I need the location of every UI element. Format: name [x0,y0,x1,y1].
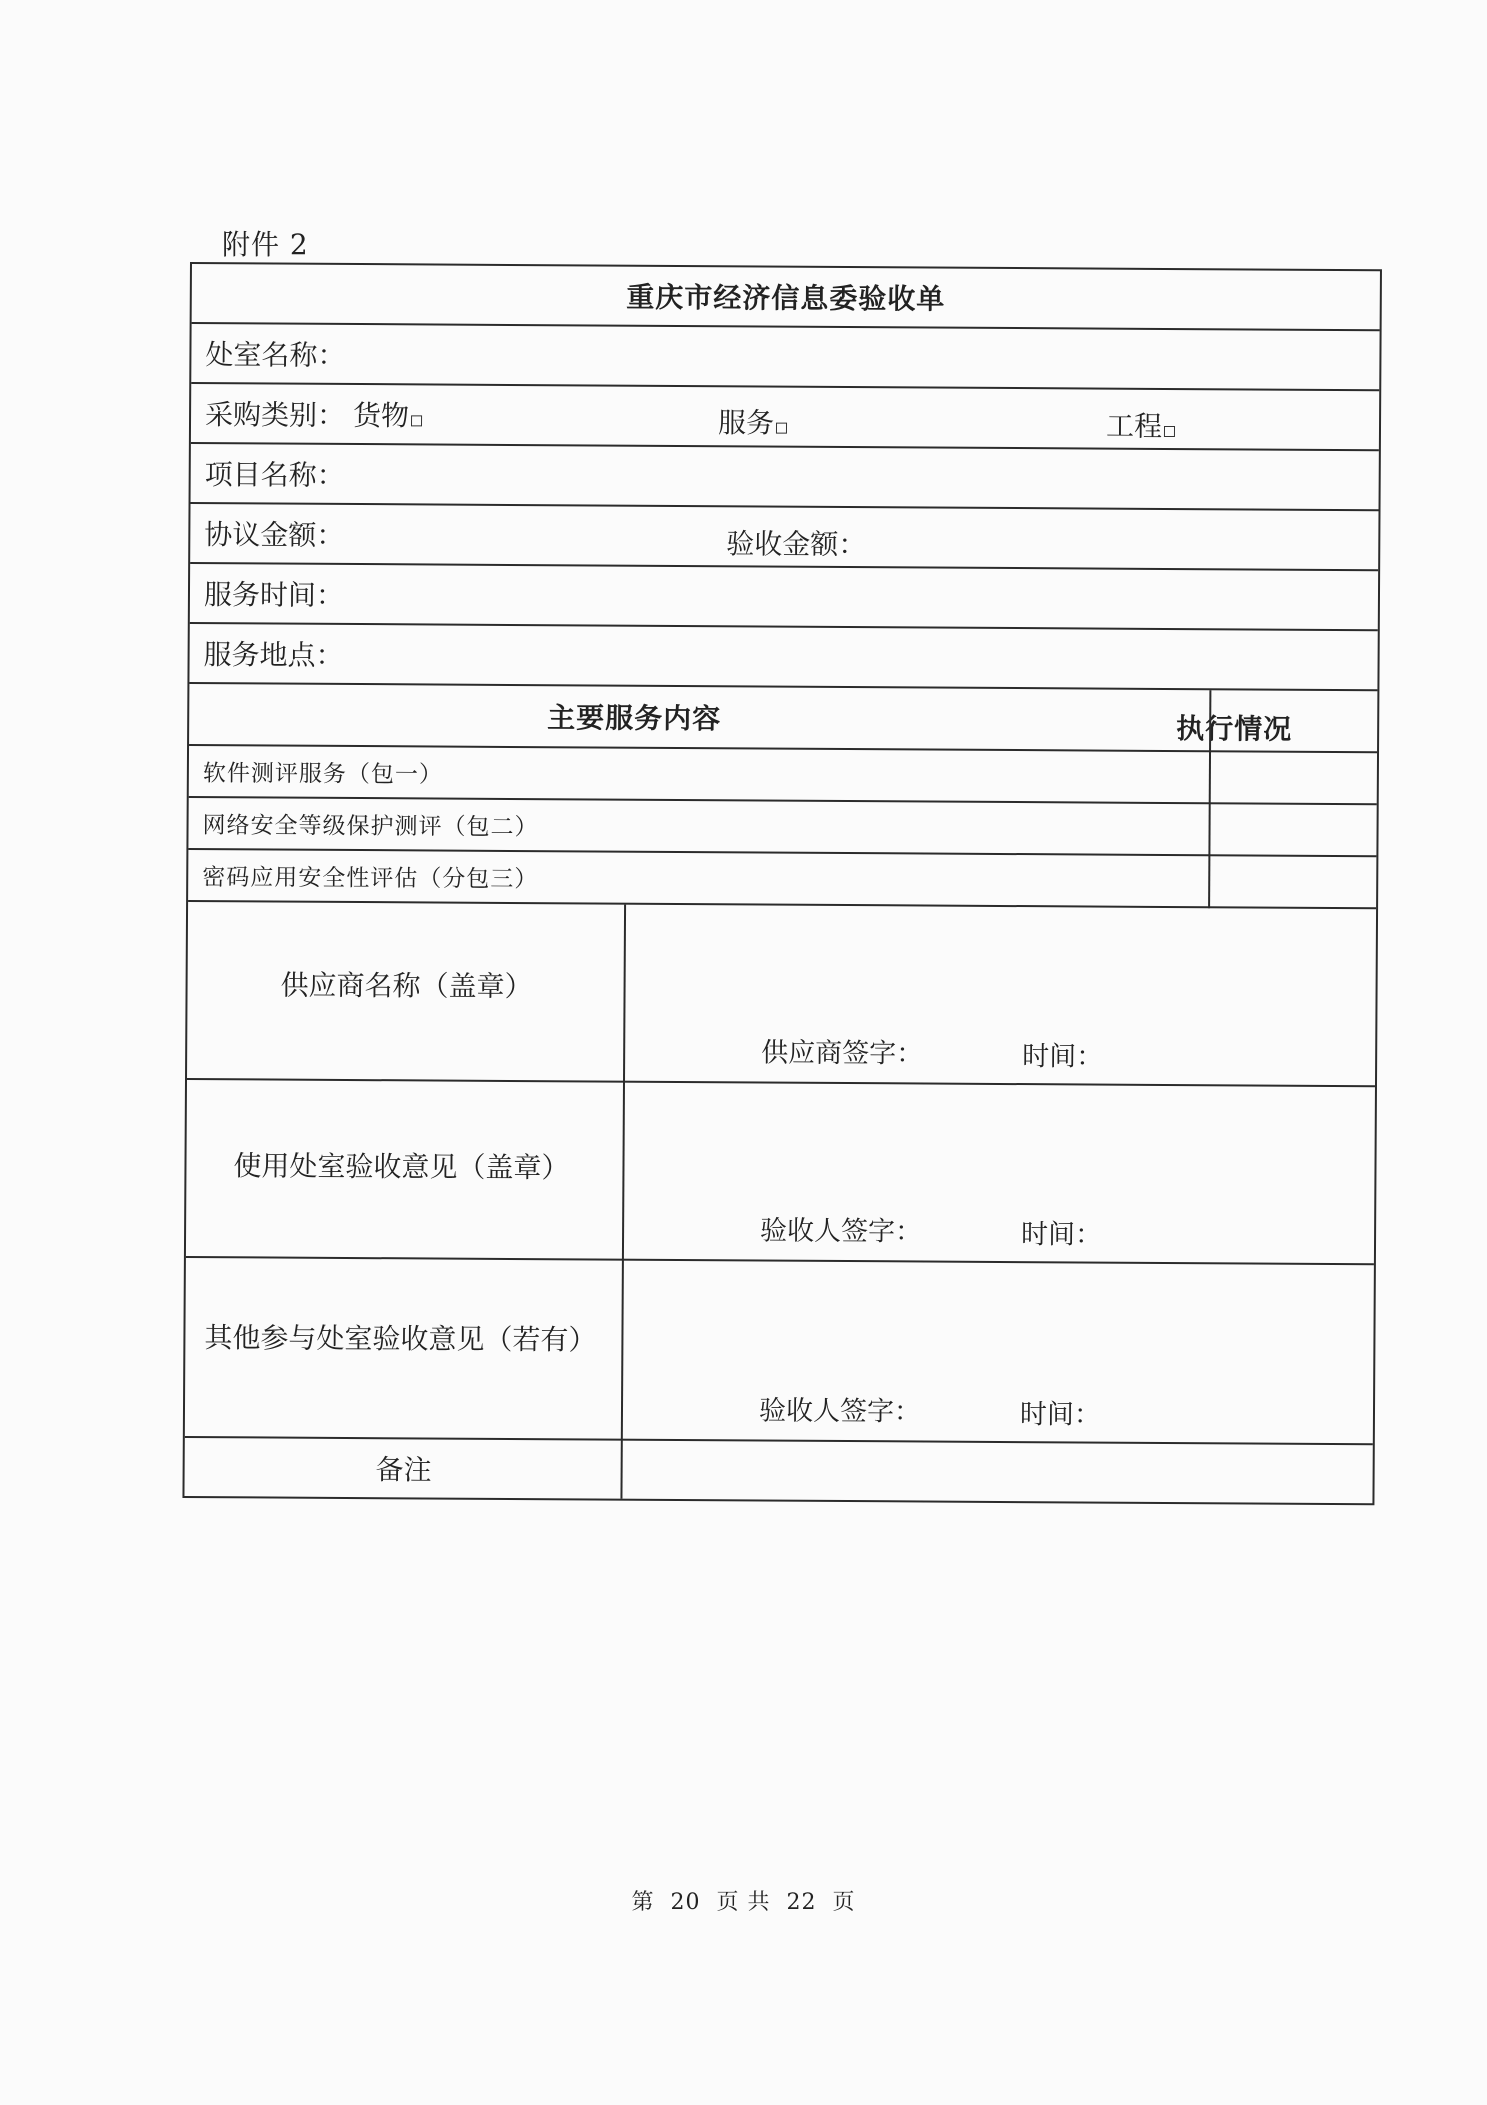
footer-prefix: 第 [631,1890,655,1915]
supplier-time-label: 时间： [1022,1041,1104,1073]
option-engineering[interactable] [1106,404,1175,444]
acceptance-form [182,262,1382,1505]
remarks-row [184,1438,1372,1503]
other-dept-sign-label: 验收人签字： [758,1395,922,1428]
footer-suffix: 页 [832,1890,856,1915]
services-header: 主要服务内容 [547,701,722,736]
dept-name-label: 处室名称： [205,338,346,372]
purchase-type-row [191,384,1379,451]
service-place-row [189,624,1377,691]
user-dept-sign-label: 验收人签字： [759,1215,923,1248]
option-services-label: 服务 [717,405,775,440]
amount-row [190,504,1378,571]
service-item: 网络安全等级保护测评（包二） [202,812,539,841]
service-item: 软件测评服务（包一） [202,760,443,789]
other-dept-row [185,1258,1374,1445]
project-name-row [191,444,1379,511]
supplier-label: 供应商名称（盖章） [280,968,533,1004]
service-item: 密码应用安全性评估（分包三） [202,864,539,893]
attachment-label: 附件 2 [222,228,309,261]
agreement-amount-label: 协议金额： [204,518,345,552]
purchase-type-label: 采购类别： [204,398,346,432]
other-dept-label: 其他参与处室验收意见（若有） [204,1321,597,1357]
acceptance-amount-label: 验收金额： [726,527,867,561]
goods-checkbox[interactable] [411,415,422,426]
service-time-label: 服务时间： [203,578,345,612]
services-checkbox[interactable] [776,422,787,433]
engineering-checkbox[interactable] [1164,426,1175,437]
service-item-row [188,850,1376,909]
page-footer [0,1885,1487,1916]
service-item-row [189,746,1377,805]
supplier-row [187,902,1376,1087]
user-dept-row [186,1080,1375,1265]
option-goods-label: 货物 [352,398,410,433]
service-place-label: 服务地点： [203,638,344,672]
services-header-row [189,684,1377,753]
option-services[interactable] [718,401,787,441]
user-dept-label: 使用处室验收意见（盖章） [233,1149,570,1185]
total-pages: 22 [786,1890,817,1915]
form-title: 重庆市经济信息委验收单 [626,280,946,316]
supplier-sign-label: 供应商签字： [761,1037,924,1070]
form-title-row [192,264,1380,331]
option-goods[interactable] [353,394,422,434]
option-engineering-label: 工程 [1105,409,1163,443]
user-dept-time-label: 时间： [1020,1219,1103,1251]
service-time-row [190,564,1378,631]
dept-name-row [191,324,1379,391]
footer-middle: 页 共 [716,1890,771,1915]
project-name-label: 项目名称： [204,458,345,492]
service-item-row [188,798,1376,857]
current-page: 20 [670,1890,701,1915]
other-dept-time-label: 时间： [1019,1399,1102,1431]
execution-header: 执行情况 [1176,712,1293,746]
remarks-label: 备注 [375,1453,432,1487]
